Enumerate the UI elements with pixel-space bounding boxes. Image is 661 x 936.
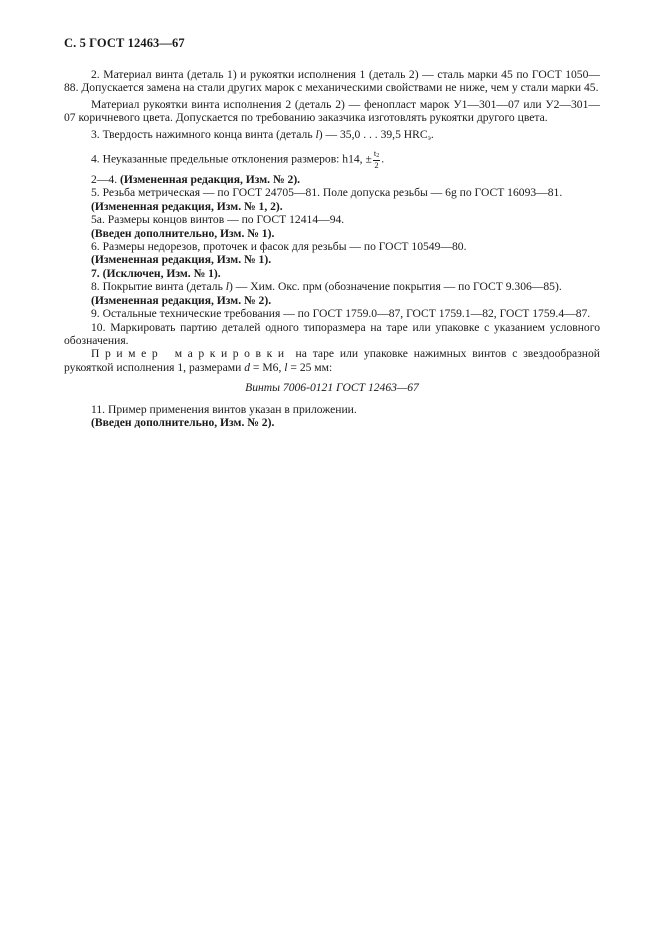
paragraph-4 bbox=[64, 150, 600, 170]
example-l-var: l bbox=[284, 360, 288, 374]
tolerance-fraction bbox=[373, 149, 380, 169]
p3-text-post: ) — 35,0 . . . 39,5 HRC bbox=[318, 127, 428, 141]
p3-text: 3. Твердость нажимного конца винта (деталь bbox=[91, 127, 316, 141]
paragraph-8-note: (Измененная редакция, Изм. № 2). bbox=[91, 293, 272, 307]
example-d-var: d bbox=[244, 360, 250, 374]
paragraph-11-note: (Введен дополнительно, Изм. № 2). bbox=[91, 415, 275, 429]
paragraph-2-material-handle: Материал рукоятки винта исполнения 2 (деталь 2) — фенопласт марок У1—301—07 или У2—301—07 коричневого цвета. Допускается по требованию заказчика изготовлять рукоятки другого цвета. bbox=[64, 97, 600, 125]
paragraph-5-note: (Измененная редакция, Изм. № 1, 2). bbox=[91, 199, 283, 213]
paragraph-5: 5. Резьба метрическая — по ГОСТ 24705—81. Поле допуска резьбы — 6g по ГОСТ 16093—81. bbox=[91, 186, 563, 200]
numerator-sub: 2 bbox=[376, 153, 380, 160]
p3-var: l bbox=[315, 127, 319, 141]
paragraph-6: 6. Размеры недорезов, проточек и фасок для резьбы — по ГОСТ 10549—80. bbox=[91, 240, 467, 254]
p8-text-post: ) — Хим. Окс. прм (обозначение покрытия — по ГОСТ 9.306—85). bbox=[229, 280, 562, 294]
paragraph-2-4-note bbox=[64, 173, 600, 186]
p4-text: 4. Неуказанные предельные отклонения размеров: h14, ± bbox=[91, 152, 372, 166]
paragraph-11: 11. Пример применения винтов указан в приложении. bbox=[91, 402, 357, 416]
example-eq2: = 25 мм: bbox=[287, 360, 333, 374]
fraction-denominator: 2 bbox=[374, 160, 379, 171]
p8-var: l bbox=[225, 280, 230, 294]
p3-end: . bbox=[430, 127, 434, 141]
paragraph-2: 2. Материал винта (деталь 1) и рукоятки исполнения 1 (деталь 2) — сталь марки 45 по ГОСТ 1050—88. Допускается замена на стали других марок с механическими свойствами не ниже, чем у стали марки 45. bbox=[64, 68, 600, 95]
paragraph-9: 9. Остальные технические требования — по ГОСТ 1759.0—87, ГОСТ 1759.1—82, ГОСТ 1759.4—87. bbox=[91, 307, 591, 321]
note-bold: (Измененная редакция, Изм. № 2). bbox=[119, 173, 301, 187]
page-header: С. 5 ГОСТ 12463—67 bbox=[64, 36, 185, 50]
example-text: на таре или упаковке нажимных винтов с звездообразной рукояткой исполнения 1, размерами bbox=[64, 347, 600, 374]
paragraph-5a-note: (Введен дополнительно, Изм. № 1). bbox=[91, 226, 275, 240]
paragraph-5a: 5а. Размеры концов винтов — по ГОСТ 12414—94. bbox=[91, 213, 345, 227]
p3-subscript: э bbox=[427, 132, 431, 142]
paragraph-8 bbox=[64, 280, 600, 293]
paragraph-6-note: (Измененная редакция, Изм. № 1). bbox=[91, 253, 272, 267]
numerator-var: t bbox=[373, 148, 377, 159]
example-eq1: = М6, bbox=[250, 360, 285, 374]
marking-example bbox=[64, 347, 600, 374]
designation-example: Винты 7006-0121 ГОСТ 12463—67 bbox=[245, 381, 419, 395]
p4-end: . bbox=[381, 152, 385, 166]
paragraph-7: 7. (Исключен, Изм. № 1). bbox=[91, 266, 221, 280]
paragraph-10: 10. Маркировать партию деталей одного типоразмера на таре или упаковке с указанием условного обозначения. bbox=[64, 320, 600, 347]
p8-text: 8. Покрытие винта (деталь bbox=[91, 280, 226, 294]
note-text: 2—4. bbox=[91, 173, 120, 187]
paragraph-3 bbox=[64, 128, 600, 144]
document-page bbox=[64, 36, 600, 429]
example-spaced-label: Пример маркировки bbox=[91, 347, 290, 361]
